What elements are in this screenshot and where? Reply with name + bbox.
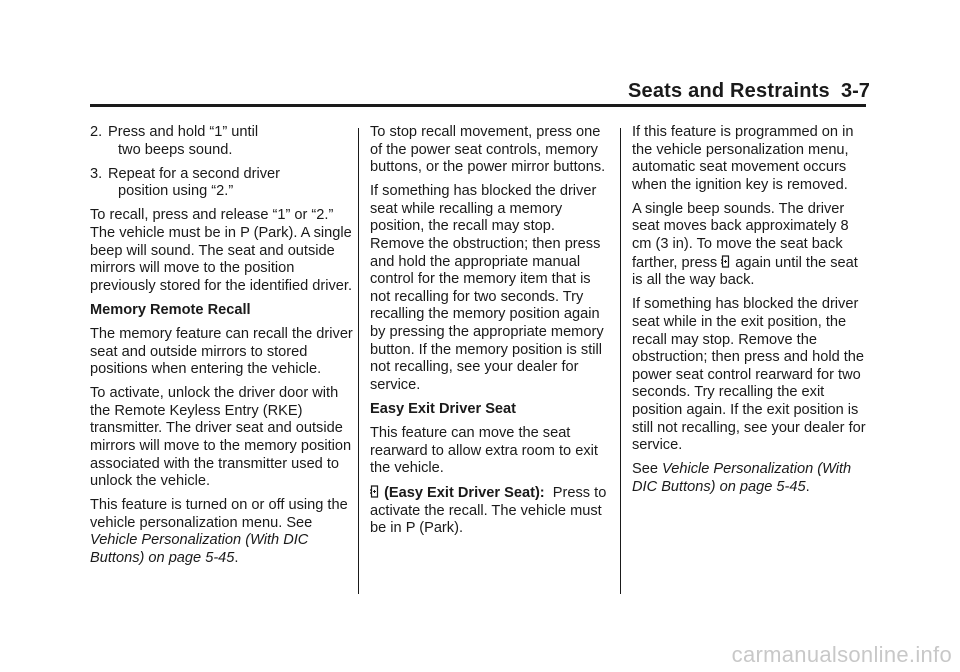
step-number: 2.: [90, 124, 103, 140]
subheading-memory-remote-recall: Memory Remote Recall: [90, 301, 251, 318]
step-3: [90, 166, 355, 201]
step-number: 3.: [90, 165, 103, 182]
paragraph-recall: To recall, press and release “1” or “2.” The vehicle must be in P (Park). A single beep will sound. The seat and outside mirrors will move to the position previously stored for the identified driver.: [90, 207, 353, 294]
column-middle: [370, 124, 612, 545]
column-divider: [358, 128, 359, 594]
paragraph-activate: To activate, unlock the driver door with the Remote Keyless Entry (RKE) transmitter. The driver seat and outside mirrors will move to the memory position associated with the transmitter used to unlock the vehicle.: [90, 385, 352, 490]
paragraph-feature-toggle: This feature is turned on or off using the vehicle personalization menu. See Vehicle Personalization (With DIC Buttons) on page 5-45.: [90, 497, 348, 567]
step-text: Repeat for a second driver: [108, 165, 280, 182]
paragraph-easy-exit: This feature can move the seat rearward to allow extra room to exit the vehicle.: [370, 425, 598, 477]
easy-exit-seat-icon: [370, 484, 380, 499]
paragraph-programmed: If this feature is programmed on in the vehicle personalization menu, automatic seat movement occurs when the ignition key is removed.: [632, 124, 854, 193]
paragraph-see-reference: See Vehicle Personalization (With DIC Buttons) on page 5-45.: [632, 461, 852, 495]
step-text: two beeps sound.: [118, 141, 233, 158]
paragraph-stop-recall: To stop recall movement, press one of the power seat controls, memory buttons, or the power mirror buttons.: [370, 124, 606, 176]
column-divider: [620, 128, 621, 594]
paragraph-blocked-exit: If something has blocked the driver seat while in the exit position, the recall may stop. Remove the obstruction; then press and hold the power seat control rearward for two seconds. Try recalling the exit position again. If the exit position is still not recalling, see your dealer for service.: [632, 296, 866, 454]
paragraph-remote-recall: The memory feature can recall the driver seat and outside mirrors to stored positions when entering the vehicle.: [90, 325, 353, 378]
easy-exit-label: (Easy Exit Driver Seat):: [384, 485, 545, 502]
page-section-title: Seats and Restraints: [628, 80, 830, 102]
paragraph-blocked-recall: If something has blocked the driver seat while recalling a memory position, the recall may stop. Remove the obstruction; then press and hold the appropriate manual control for the memory item that is not recalling for two seconds. Try recalling the memory position again by pressing the appropriate memory button. If the memory position is still not recalling, see your dealer for service.: [370, 183, 604, 393]
watermark: carmanualsonline.info: [731, 642, 952, 667]
cross-reference-link[interactable]: Vehicle Personalization (With DIC Buttons) on page 5-45: [632, 461, 852, 495]
subheading-easy-exit-driver-seat: Easy Exit Driver Seat: [370, 400, 517, 417]
page-number: 3-7: [841, 80, 870, 102]
paragraph-easy-exit-button: [370, 484, 612, 538]
step-2: [90, 124, 355, 159]
header-rule: [90, 104, 866, 107]
step-text: Press and hold “1” until: [108, 124, 259, 140]
step-text: position using “2.”: [118, 183, 234, 200]
paragraph-single-beep: A single beep sounds. The driver seat moves back approximately 8 cm (3 in). To move the seat back farther, press again until the seat is all the way back.: [632, 200, 858, 289]
easy-exit-text: Press to activate the recall. The vehicle must be in P (Park).: [370, 485, 607, 537]
cross-reference-link[interactable]: Vehicle Personalization (With DIC Buttons) on page 5-45: [90, 532, 309, 567]
column-right: [632, 124, 872, 503]
easy-exit-seat-icon: [721, 254, 731, 269]
column-left: [90, 124, 355, 574]
